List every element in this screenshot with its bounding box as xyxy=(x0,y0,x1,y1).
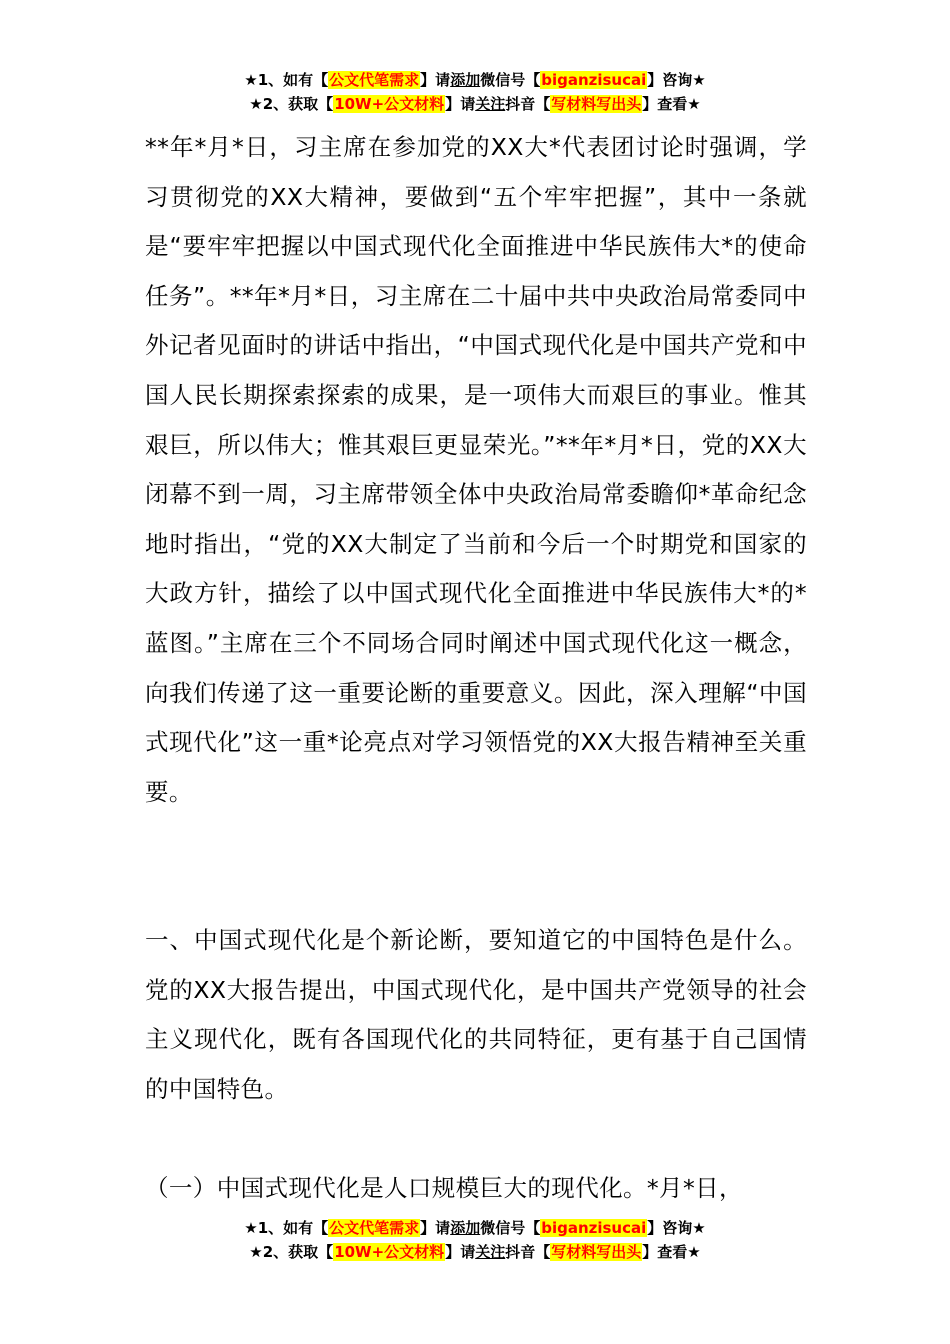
banner-line-2-highlight-materials: 10W+公文材料 xyxy=(334,95,445,113)
banner-line-1 xyxy=(0,68,950,92)
bottom-banner-line-1-suffix: 】咨询★ xyxy=(647,1219,706,1237)
top-banner xyxy=(0,68,950,116)
bottom-banner-line-1-underlined: 添加 xyxy=(450,1219,481,1237)
bottom-banner xyxy=(0,1216,950,1264)
paragraph-subsection-one: （一）中国式现代化是人口规模巨大的现代化。*月*日， xyxy=(145,1174,743,1202)
body-paragraph-2 xyxy=(145,916,807,1114)
banner-line-1-mid1: 】请 xyxy=(420,71,451,89)
banner-line-1-prefix: ★1、如有【 xyxy=(244,71,329,89)
bottom-banner-line-1-mid2: 微信号【 xyxy=(480,1219,541,1237)
paragraph-section-one: 一、中国式现代化是个新论断，要知道它的中国特色是什么。党的XX大报告提出，中国式现代化，是中国共产党领导的社会主义现代化，既有各国现代化的共同特征，更有基于自己国情的中国特色。 xyxy=(145,926,807,1103)
bottom-banner-line-2-mid2: 抖音【 xyxy=(505,1243,551,1261)
banner-line-1-highlight-service: 公文代笔需求 xyxy=(329,71,420,89)
banner-line-2-mid1: 】请 xyxy=(445,95,476,113)
bottom-banner-line-2 xyxy=(0,1240,950,1264)
bottom-banner-line-1-highlight-service: 公文代笔需求 xyxy=(329,1219,420,1237)
bottom-banner-line-1-prefix: ★1、如有【 xyxy=(244,1219,329,1237)
bottom-banner-line-2-highlight-materials: 10W+公文材料 xyxy=(334,1243,445,1261)
banner-line-2-highlight-douyin: 写材料写出头 xyxy=(551,95,642,113)
banner-line-2-suffix: 】查看★ xyxy=(642,95,701,113)
banner-line-1-underlined: 添加 xyxy=(450,71,481,89)
body-paragraph-1 xyxy=(145,123,807,817)
banner-line-2-underlined: 关注 xyxy=(475,95,506,113)
bottom-banner-line-1-highlight-wechat: biganzisucai xyxy=(541,1219,647,1237)
banner-line-2-mid2: 抖音【 xyxy=(505,95,551,113)
banner-line-1-suffix: 】咨询★ xyxy=(647,71,706,89)
bottom-banner-line-2-mid1: 】请 xyxy=(445,1243,476,1261)
banner-line-2 xyxy=(0,92,950,116)
bottom-banner-line-1 xyxy=(0,1216,950,1240)
bottom-banner-line-2-suffix: 】查看★ xyxy=(642,1243,701,1261)
bottom-banner-line-2-prefix: ★2、获取【 xyxy=(249,1243,334,1261)
bottom-banner-line-1-mid1: 】请 xyxy=(420,1219,451,1237)
paragraph-intro: **年*月*日，习主席在参加党的XX大*代表团讨论时强调，学习贯彻党的XX大精神，要做到“五个牢牢把握”，其中一条就是“要牢牢把握以中国式现代化全面推进中华民族伟大*的使命任务”。**年*月*日，习主席在二十届中共中央政治局常委同中外记者见面时的讲话中指出，“中国式现代化是中国共产党和中国人民长期探索探索的成果，是一项伟大而艰巨的事业。惟其艰巨，所以伟大；惟其艰巨更显荣光。”**年*月*日，党的XX大闭幕不到一周，习主席带领全体中央政治局常委瞻仰*革命纪念地时指出，“党的XX大制定了当前和今后一个时期党和国家的大政方针，描绘了以中国式现代化全面推进中华民族伟大*的*蓝图。”主席在三个不同场合同时阐述中国式现代化这一概念，向我们传递了这一重要论断的重要意义。因此，深入理解“中国式现代化”这一重*论亮点对学习领悟党的XX大报告精神至关重要。 xyxy=(145,133,807,806)
bottom-banner-line-2-highlight-douyin: 写材料写出头 xyxy=(551,1243,642,1261)
banner-line-2-prefix: ★2、获取【 xyxy=(249,95,334,113)
body-paragraph-3 xyxy=(145,1164,807,1214)
banner-line-1-highlight-wechat: biganzisucai xyxy=(541,71,647,89)
banner-line-1-mid2: 微信号【 xyxy=(480,71,541,89)
bottom-banner-line-2-underlined: 关注 xyxy=(475,1243,506,1261)
